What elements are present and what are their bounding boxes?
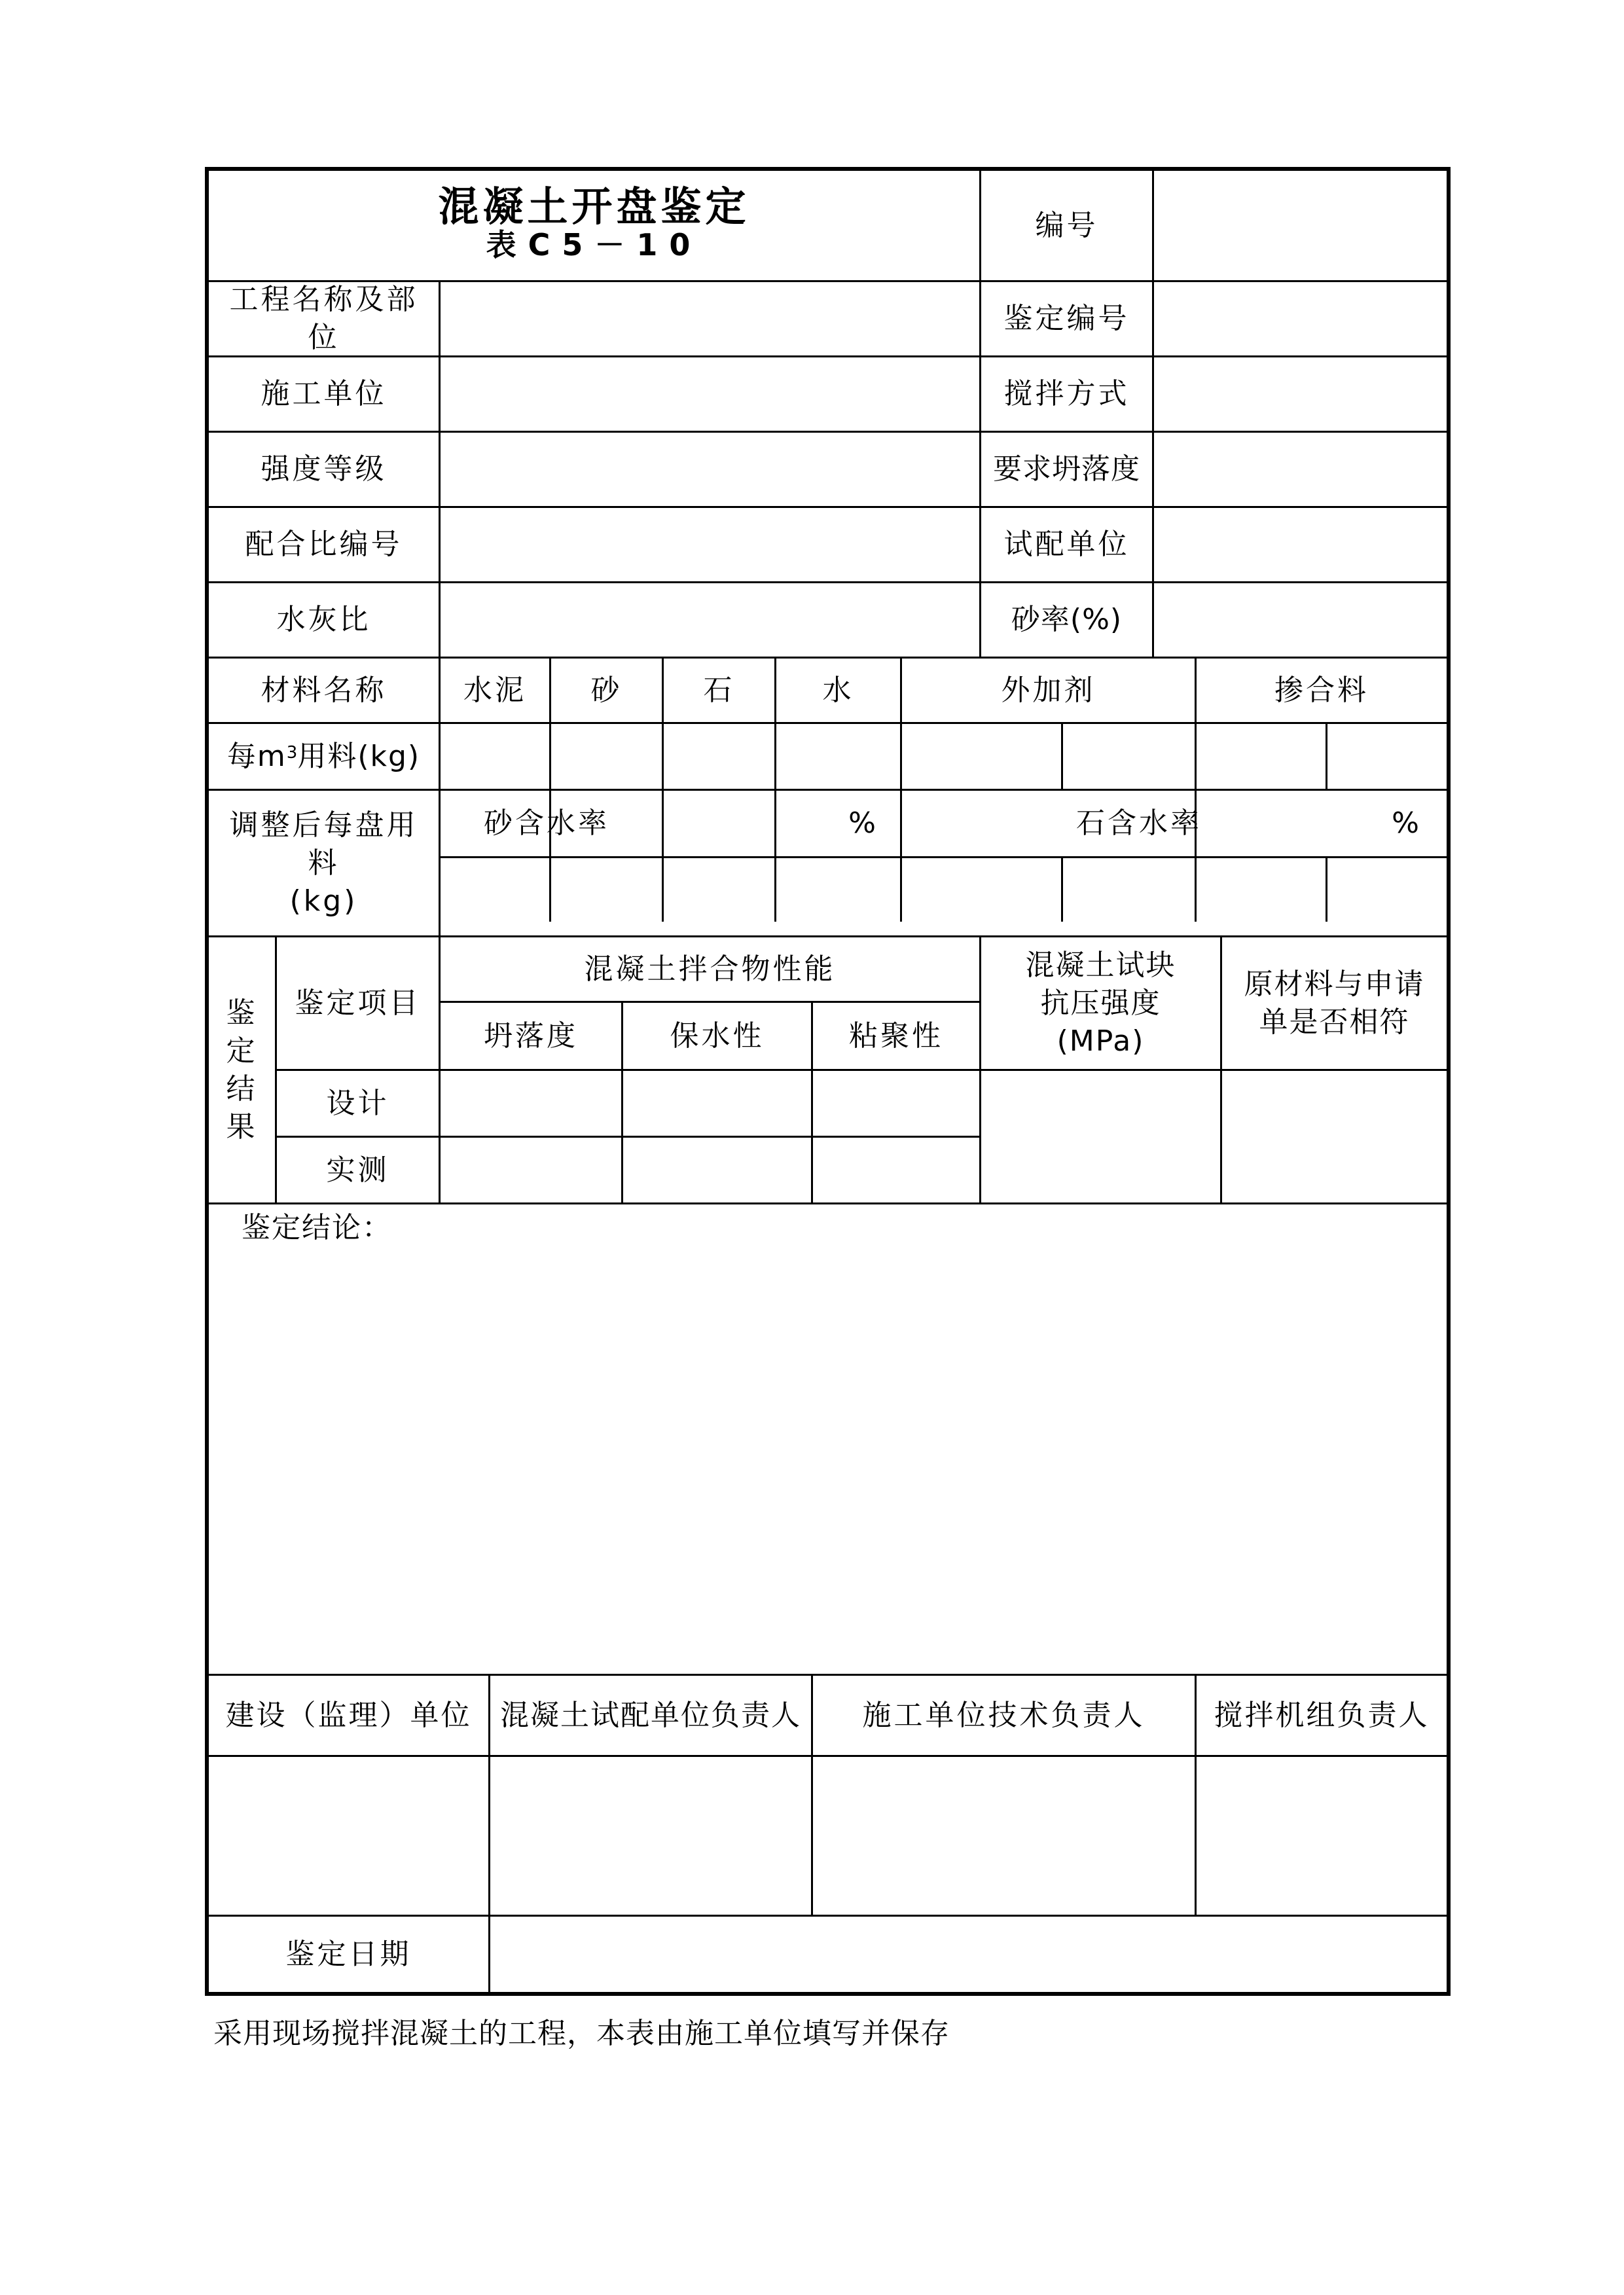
identification-form bbox=[205, 167, 1451, 1996]
required-slump-label: 要求坍落度 bbox=[993, 452, 1140, 486]
date-field[interactable] bbox=[490, 1917, 1447, 1992]
construction-unit-field[interactable] bbox=[441, 357, 979, 431]
project-name-label: 工程名称及部位 bbox=[229, 283, 418, 354]
conformity-line-2: 单是否相符 bbox=[1259, 1005, 1410, 1039]
material-sand: 砂 bbox=[590, 673, 623, 707]
tech-lead-label: 施工单位技术负责人 bbox=[862, 1698, 1146, 1732]
conformity-label bbox=[1222, 937, 1447, 1069]
construction-unit-label: 施工单位 bbox=[261, 377, 387, 410]
mixing-method-label: 搅拌方式 bbox=[1003, 377, 1130, 410]
form-title: 混凝土开盘鉴定 bbox=[438, 182, 750, 230]
grid-line bbox=[209, 1202, 1447, 1204]
number-field[interactable] bbox=[1154, 171, 1447, 280]
water-cement-ratio-field[interactable] bbox=[441, 583, 979, 657]
material-cement: 水泥 bbox=[463, 673, 526, 707]
adjusted-label-main: 调整后每盘用料 bbox=[229, 808, 418, 880]
cohesion-label: 粘聚性 bbox=[849, 1019, 943, 1053]
sand-ratio-label: 砂率(%) bbox=[1011, 603, 1123, 636]
material-admixture: 外加剂 bbox=[1001, 673, 1096, 707]
results-section-char: 鉴 bbox=[226, 996, 258, 1030]
performance-values[interactable] bbox=[441, 1071, 979, 1202]
strength-value[interactable] bbox=[981, 1071, 1220, 1202]
form-header bbox=[209, 171, 979, 280]
strength-unit: (MPa) bbox=[1056, 1024, 1145, 1058]
conclusion-field[interactable] bbox=[209, 1251, 1447, 1670]
form-code: 表C5－10 bbox=[486, 226, 702, 262]
mix-ratio-no-label: 配合比编号 bbox=[245, 528, 403, 561]
trial-lead-signature[interactable] bbox=[490, 1757, 811, 1915]
owner-label: 建设（监理）单位 bbox=[225, 1698, 472, 1732]
material-name-label: 材料名称 bbox=[261, 673, 387, 707]
project-name-field[interactable] bbox=[441, 282, 979, 355]
material-stone: 石 bbox=[703, 673, 735, 707]
conformity-line-1: 原材料与申请 bbox=[1244, 967, 1425, 1001]
results-section-label bbox=[209, 937, 275, 1202]
mixing-method-field[interactable] bbox=[1154, 357, 1447, 431]
required-slump-field[interactable] bbox=[1154, 433, 1447, 506]
number-label: 编号 bbox=[1035, 208, 1098, 242]
adjusted-label bbox=[209, 791, 439, 935]
per-m3-prefix: 每m bbox=[226, 739, 287, 773]
strength-grade-field[interactable] bbox=[441, 433, 979, 506]
identification-no-field[interactable] bbox=[1154, 282, 1447, 355]
adjusted-values[interactable] bbox=[441, 858, 1447, 935]
design-label: 设计 bbox=[326, 1086, 389, 1120]
mixture-performance-label: 混凝土拌合物性能 bbox=[584, 952, 836, 986]
material-mineral-admixture: 掺合料 bbox=[1274, 673, 1369, 707]
water-cement-ratio-label: 水灰比 bbox=[276, 603, 371, 636]
trial-mix-unit-label: 试配单位 bbox=[1003, 528, 1130, 561]
mix-ratio-no-field[interactable] bbox=[441, 508, 979, 581]
sand-moisture-label: 砂含水率 bbox=[484, 806, 609, 840]
water-retention-label: 保水性 bbox=[670, 1019, 765, 1053]
strength-line-1: 混凝土试块 bbox=[1025, 948, 1176, 982]
owner-signature[interactable] bbox=[209, 1757, 488, 1915]
results-section-char: 结 bbox=[226, 1072, 258, 1106]
per-m3-values[interactable] bbox=[441, 724, 1447, 789]
stone-moisture-label: 石含水率 bbox=[1076, 806, 1202, 840]
compressive-strength-label bbox=[981, 937, 1220, 1069]
sand-ratio-field[interactable] bbox=[1154, 583, 1447, 657]
slump-label: 坍落度 bbox=[484, 1019, 578, 1053]
per-m3-superscript: 3 bbox=[286, 742, 298, 763]
mixer-lead-signature[interactable] bbox=[1197, 1757, 1447, 1915]
measured-label: 实测 bbox=[326, 1153, 389, 1187]
material-water: 水 bbox=[822, 673, 854, 707]
trial-mix-unit-field[interactable] bbox=[1154, 508, 1447, 581]
item-label: 鉴定项目 bbox=[295, 986, 421, 1020]
mixer-lead-label: 搅拌机组负责人 bbox=[1214, 1698, 1430, 1732]
trial-lead-label: 混凝土试配单位负责人 bbox=[500, 1698, 801, 1732]
per-m3-suffix: 用料(kg) bbox=[297, 739, 421, 773]
sand-moisture-percent: % bbox=[848, 806, 878, 840]
per-m3-label bbox=[209, 724, 439, 789]
strength-grade-label: 强度等级 bbox=[261, 452, 387, 486]
results-section-char: 果 bbox=[226, 1110, 258, 1144]
conformity-value[interactable] bbox=[1222, 1071, 1447, 1202]
stone-moisture-percent: % bbox=[1392, 806, 1422, 840]
conclusion-label: 鉴定结论： bbox=[242, 1211, 392, 1244]
footer-note: 采用现场搅拌混凝土的工程，本表由施工单位填写并保存 bbox=[213, 2017, 950, 2050]
adjusted-label-unit: (kg) bbox=[289, 884, 358, 918]
tech-lead-signature[interactable] bbox=[813, 1757, 1195, 1915]
results-section-char: 定 bbox=[226, 1034, 258, 1068]
identification-no-label: 鉴定编号 bbox=[1003, 302, 1130, 335]
date-label: 鉴定日期 bbox=[285, 1937, 412, 1971]
strength-line-2: 抗压强度 bbox=[1040, 986, 1161, 1020]
